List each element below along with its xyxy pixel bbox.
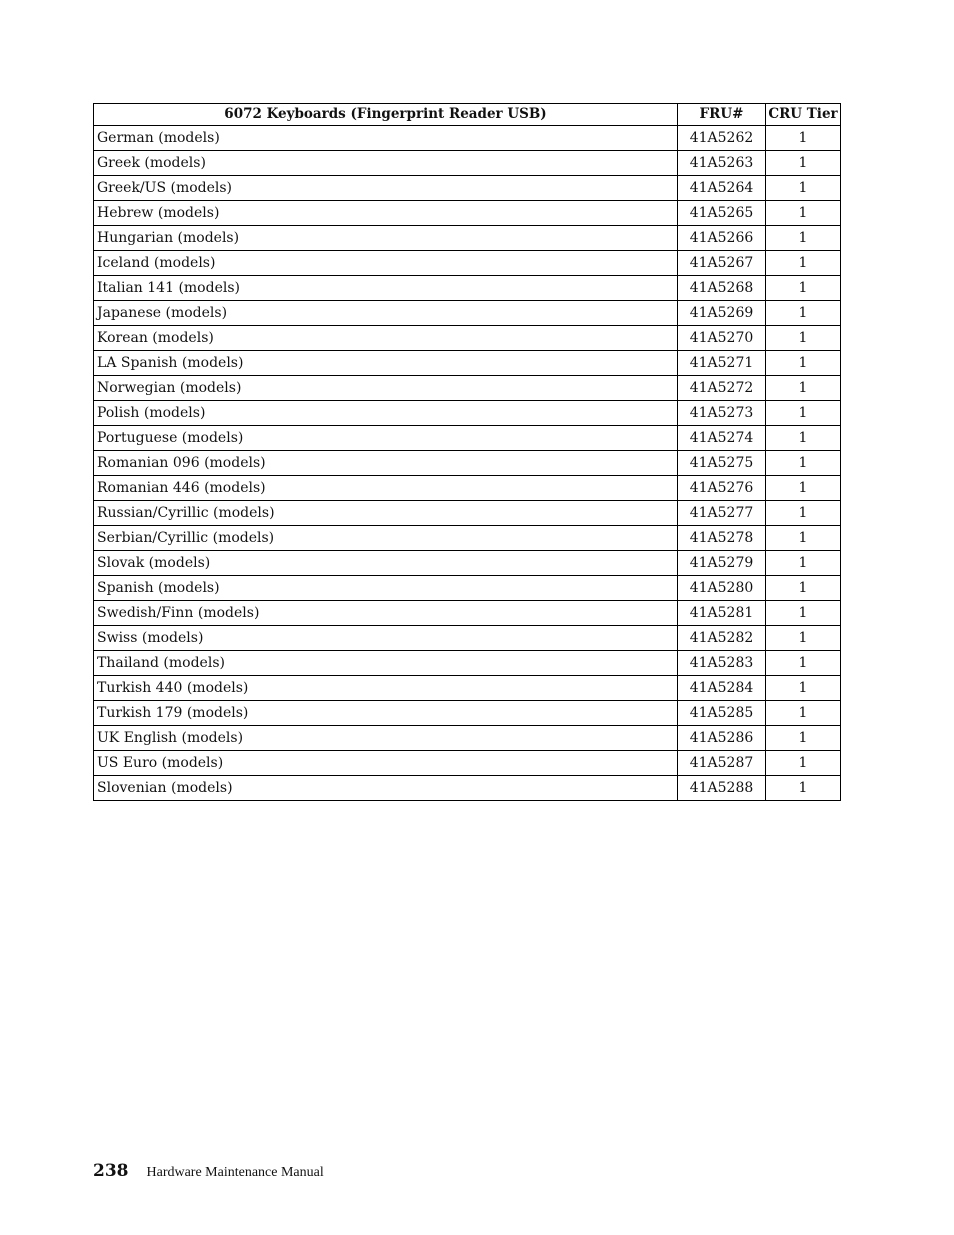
table-row: [94, 501, 841, 526]
cell-description: Norwegian (models): [94, 376, 678, 401]
cell-description: LA Spanish (models): [94, 351, 678, 376]
table-row: [94, 601, 841, 626]
cell-cru-tier: 1: [766, 326, 841, 351]
cell-description: Portuguese (models): [94, 426, 678, 451]
cell-cru-tier: 1: [766, 226, 841, 251]
cell-fru: 41A5280: [678, 576, 766, 601]
table-row: [94, 726, 841, 751]
cell-fru: 41A5281: [678, 601, 766, 626]
cell-description: Greek (models): [94, 151, 678, 176]
cell-fru: 41A5273: [678, 401, 766, 426]
cell-fru: 41A5271: [678, 351, 766, 376]
cell-cru-tier: 1: [766, 551, 841, 576]
cell-cru-tier: 1: [766, 276, 841, 301]
table-row: [94, 526, 841, 551]
cell-cru-tier: 1: [766, 351, 841, 376]
cell-description: Iceland (models): [94, 251, 678, 276]
manual-title: Hardware Maintenance Manual: [146, 1165, 324, 1180]
cell-description: Romanian 096 (models): [94, 451, 678, 476]
table-row: [94, 776, 841, 801]
cell-description: German (models): [94, 126, 678, 151]
table-row: [94, 126, 841, 151]
table-row: [94, 676, 841, 701]
table-row: [94, 551, 841, 576]
table-body: [94, 126, 841, 801]
table-row: [94, 401, 841, 426]
cell-description: Korean (models): [94, 326, 678, 351]
cell-fru: 41A5272: [678, 376, 766, 401]
table-row: [94, 226, 841, 251]
cell-description: UK English (models): [94, 726, 678, 751]
table-row: [94, 651, 841, 676]
cell-fru: 41A5264: [678, 176, 766, 201]
cell-description: Russian/Cyrillic (models): [94, 501, 678, 526]
cell-description: Swiss (models): [94, 626, 678, 651]
cell-fru: 41A5274: [678, 426, 766, 451]
table-row: [94, 276, 841, 301]
cell-fru: 41A5268: [678, 276, 766, 301]
cell-fru: 41A5266: [678, 226, 766, 251]
cell-cru-tier: 1: [766, 776, 841, 801]
cell-description: Slovak (models): [94, 551, 678, 576]
cell-fru: 41A5276: [678, 476, 766, 501]
header-fru: FRU#: [678, 104, 766, 126]
cell-fru: 41A5270: [678, 326, 766, 351]
cell-fru: 41A5286: [678, 726, 766, 751]
table-row: [94, 326, 841, 351]
cell-cru-tier: 1: [766, 376, 841, 401]
cell-fru: 41A5288: [678, 776, 766, 801]
cell-description: Turkish 440 (models): [94, 676, 678, 701]
fru-table: [93, 103, 841, 801]
page-footer: [93, 1161, 324, 1181]
table-row: [94, 201, 841, 226]
cell-fru: 41A5262: [678, 126, 766, 151]
cell-description: Spanish (models): [94, 576, 678, 601]
table-header-row: [94, 104, 841, 126]
table-row: [94, 351, 841, 376]
cell-cru-tier: 1: [766, 726, 841, 751]
cell-cru-tier: 1: [766, 676, 841, 701]
cell-cru-tier: 1: [766, 426, 841, 451]
cell-cru-tier: 1: [766, 626, 841, 651]
cell-fru: 41A5277: [678, 501, 766, 526]
cell-fru: 41A5278: [678, 526, 766, 551]
cell-fru: 41A5269: [678, 301, 766, 326]
cell-cru-tier: 1: [766, 126, 841, 151]
cell-description: Turkish 179 (models): [94, 701, 678, 726]
cell-cru-tier: 1: [766, 651, 841, 676]
cell-cru-tier: 1: [766, 151, 841, 176]
cell-cru-tier: 1: [766, 176, 841, 201]
cell-description: Swedish/Finn (models): [94, 601, 678, 626]
cell-cru-tier: 1: [766, 701, 841, 726]
cell-fru: 41A5279: [678, 551, 766, 576]
cell-fru: 41A5287: [678, 751, 766, 776]
cell-description: Hebrew (models): [94, 201, 678, 226]
cell-description: Hungarian (models): [94, 226, 678, 251]
cell-cru-tier: 1: [766, 751, 841, 776]
cell-description: Thailand (models): [94, 651, 678, 676]
cell-fru: 41A5265: [678, 201, 766, 226]
cell-cru-tier: 1: [766, 576, 841, 601]
table-row: [94, 451, 841, 476]
cell-description: Polish (models): [94, 401, 678, 426]
cell-cru-tier: 1: [766, 501, 841, 526]
page-number: 238: [93, 1161, 129, 1181]
cell-description: Romanian 446 (models): [94, 476, 678, 501]
table-row: [94, 151, 841, 176]
header-description: 6072 Keyboards (Fingerprint Reader USB): [94, 104, 678, 126]
cell-description: Slovenian (models): [94, 776, 678, 801]
cell-description: Serbian/Cyrillic (models): [94, 526, 678, 551]
table-row: [94, 301, 841, 326]
cell-cru-tier: 1: [766, 451, 841, 476]
table-row: [94, 176, 841, 201]
table-row: [94, 426, 841, 451]
cell-cru-tier: 1: [766, 476, 841, 501]
cell-cru-tier: 1: [766, 401, 841, 426]
cell-fru: 41A5284: [678, 676, 766, 701]
cell-fru: 41A5263: [678, 151, 766, 176]
cell-fru: 41A5283: [678, 651, 766, 676]
cell-fru: 41A5285: [678, 701, 766, 726]
cell-cru-tier: 1: [766, 251, 841, 276]
table-row: [94, 476, 841, 501]
table-row: [94, 376, 841, 401]
table-row: [94, 251, 841, 276]
table-row: [94, 626, 841, 651]
cell-cru-tier: 1: [766, 526, 841, 551]
cell-fru: 41A5282: [678, 626, 766, 651]
cell-fru: 41A5275: [678, 451, 766, 476]
table-row: [94, 751, 841, 776]
table-row: [94, 701, 841, 726]
cell-cru-tier: 1: [766, 201, 841, 226]
cell-cru-tier: 1: [766, 601, 841, 626]
cell-description: Greek/US (models): [94, 176, 678, 201]
table-header: [94, 104, 841, 126]
cell-cru-tier: 1: [766, 301, 841, 326]
header-cru-tier: CRU Tier: [766, 104, 841, 126]
table-row: [94, 576, 841, 601]
cell-description: Italian 141 (models): [94, 276, 678, 301]
cell-description: US Euro (models): [94, 751, 678, 776]
cell-description: Japanese (models): [94, 301, 678, 326]
cell-fru: 41A5267: [678, 251, 766, 276]
